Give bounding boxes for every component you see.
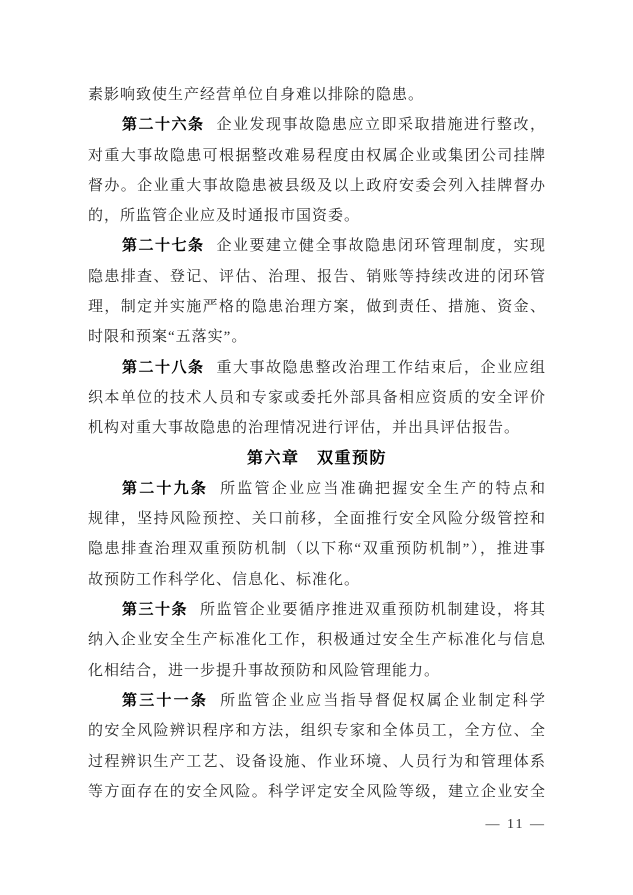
paragraph-line xyxy=(88,231,546,261)
paragraph-line xyxy=(88,171,546,201)
chapter-heading: 第六章 双重预防 xyxy=(246,449,387,467)
line-text: 督办。企业重大事故隐患被县级及以上政府安委会列入挂牌督办 xyxy=(88,177,546,194)
line-text: 重大事故隐患整改治理工作结束后，企业应组 xyxy=(216,359,546,376)
line-text: 隐患排查、登记、评估、治理、报告、销账等持续改进的闭环管 xyxy=(88,268,546,285)
line-text: 时限和预案“五落实”。 xyxy=(88,329,248,346)
article-number: 第二十九条 xyxy=(122,480,209,497)
paragraph-line xyxy=(88,201,546,231)
paragraph-line xyxy=(88,625,546,655)
line-text: 的，所监管企业应及时通报市国资委。 xyxy=(88,208,361,225)
paragraph-line xyxy=(88,534,546,564)
paragraph-line xyxy=(88,474,546,504)
line-text: 规律，坚持风险预控、关口前移，全面推行安全风险分级管控和 xyxy=(88,511,546,528)
line-text: 机构对重大事故隐患的治理情况进行评估，并出具评估报告。 xyxy=(88,420,521,437)
line-text: 化相结合，进一步提升事故预防和风险管理能力。 xyxy=(88,662,441,679)
paragraph-line xyxy=(88,383,546,413)
paragraph-line xyxy=(88,413,546,443)
line-text: 纳入企业安全生产标准化工作，积极通过安全生产标准化与信息 xyxy=(88,632,546,649)
paragraph-line xyxy=(88,141,546,171)
line-text: 素影响致使生产经营单位自身难以排除的隐患。 xyxy=(88,87,425,103)
article-number: 第二十八条 xyxy=(122,359,205,376)
article-number: 第三十一条 xyxy=(122,692,209,709)
line-text: 所监管企业应当准确把握安全生产的特点和 xyxy=(220,480,546,497)
line-text: 等方面存在的安全风险。科学评定安全风险等级，建立企业安全 xyxy=(88,783,546,800)
article-number: 第二十六条 xyxy=(122,117,205,134)
paragraph-line xyxy=(88,292,546,322)
paragraph-line xyxy=(88,504,546,534)
line-text: 故预防工作科学化、信息化、标准化。 xyxy=(88,571,361,588)
paragraph-line xyxy=(88,686,546,716)
document-body xyxy=(88,80,546,833)
paragraph-line xyxy=(88,747,546,777)
line-text: 的安全风险辨识程序和方法，组织专家和全体员工，全方位、全 xyxy=(88,723,546,740)
line-text: 过程辨识生产工艺、设备设施、作业环境、人员行为和管理体系 xyxy=(88,753,546,770)
line-text: 企业发现事故隐患应立即采取措施进行整改， xyxy=(216,117,546,134)
article-number: 第三十条 xyxy=(122,602,188,619)
article-number: 第二十七条 xyxy=(122,238,205,255)
paragraph-line xyxy=(88,262,546,292)
paragraph-line xyxy=(88,322,546,352)
paragraph-line xyxy=(88,656,546,686)
paragraph-line xyxy=(88,565,546,595)
paragraph-line xyxy=(88,777,546,807)
line-text: 织本单位的技术人员和专家或委托外部具备相应资质的安全评价 xyxy=(88,389,546,406)
line-text: 理，制定并实施严格的隐患治理方案，做到责任、措施、资金、 xyxy=(88,299,546,316)
paragraph-line xyxy=(88,595,546,625)
line-text: 所监管企业要循序推进双重预防机制建设，将其 xyxy=(200,602,546,619)
line-text: 隐患排查治理双重预防机制（以下称“双重预防机制”），推进事 xyxy=(88,541,546,558)
line-text: 企业要建立健全事故隐患闭环管理制度，实现 xyxy=(216,238,546,255)
paragraph-line xyxy=(88,80,546,110)
page-number: — 11 — xyxy=(485,817,546,833)
paragraph-line xyxy=(88,110,546,140)
line-text: 所监管企业应当指导督促权属企业制定科学 xyxy=(220,692,546,709)
paragraph-line xyxy=(88,716,546,746)
paragraph-line xyxy=(88,353,546,383)
line-text: 对重大事故隐患可根据整改难易程度由权属企业或集团公司挂牌 xyxy=(88,147,546,164)
